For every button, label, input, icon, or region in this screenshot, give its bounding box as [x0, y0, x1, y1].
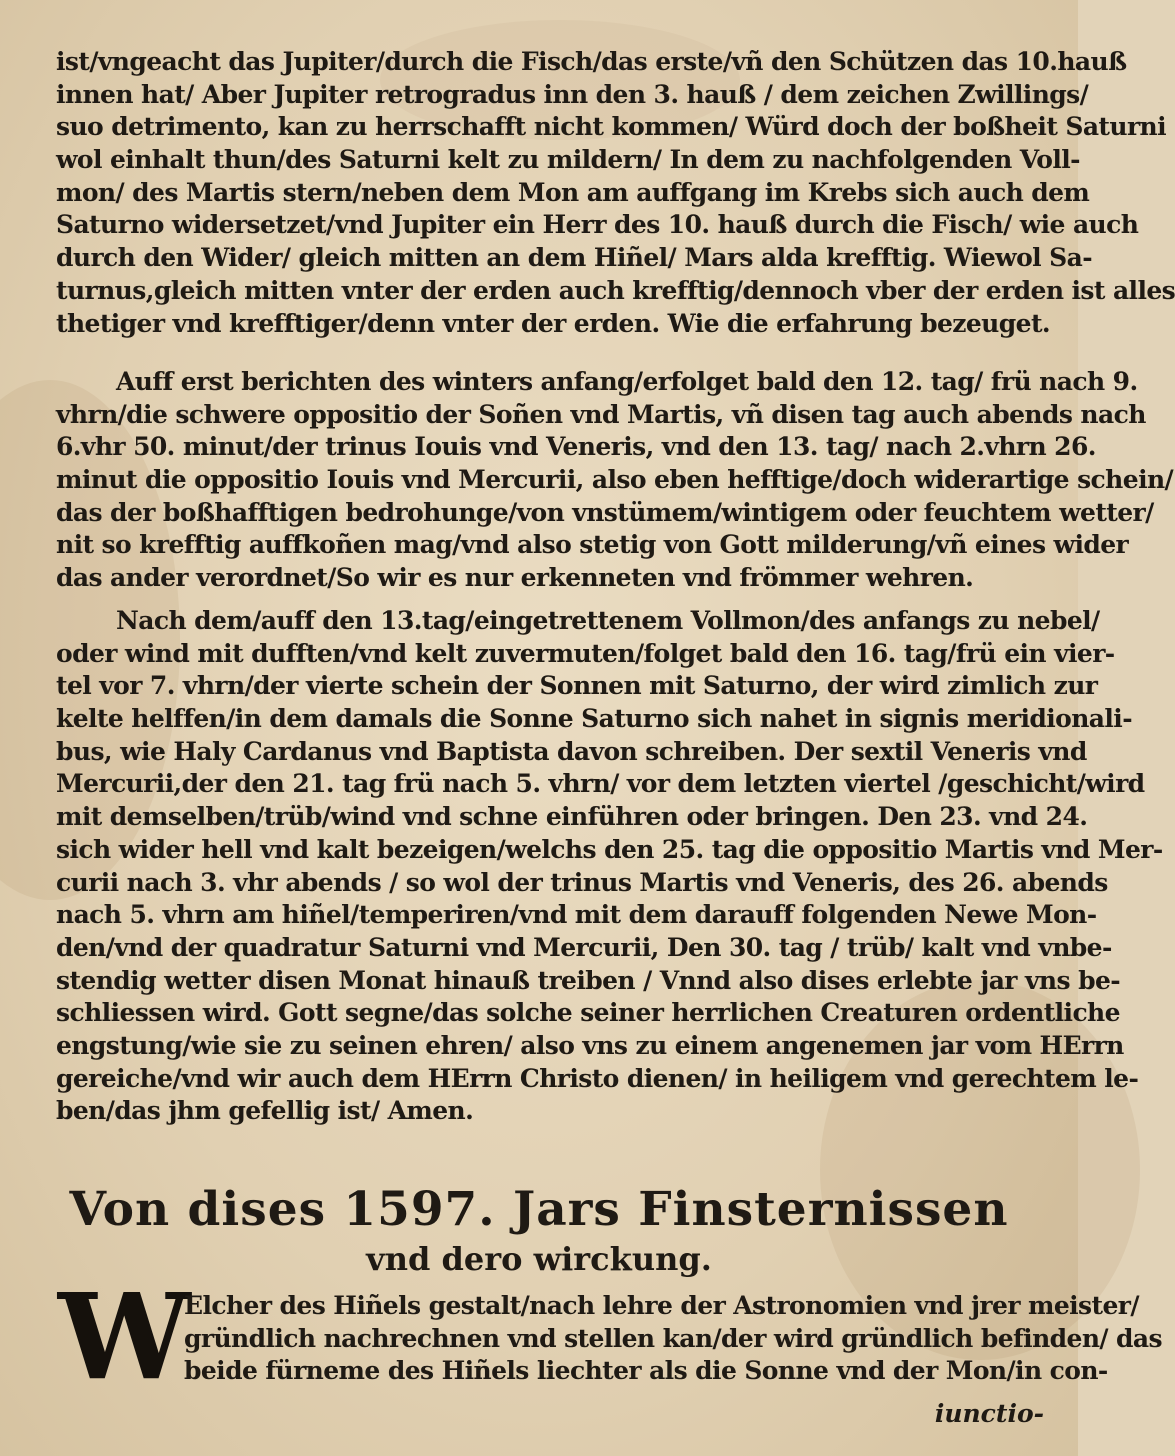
text-line: sich wider hell vnd kalt bezeigen/welchs den 25. tag die oppositio Martis vnd Mer-	[56, 834, 1163, 864]
text-line: kelte helffen/in dem damals die Sonne Saturno sich nahet in signis meridionali-	[56, 704, 1132, 734]
text-line: Nach dem/auff den 13.tag/eingetrettenem Vollmon/des anfangs zu nebel/	[116, 606, 1100, 635]
text-line: oder wind mit dufften/vnd kelt zuvermuten/folget bald den 16. tag/frü ein vier-	[56, 638, 1115, 668]
text-line: mon/ des Martis stern/neben dem Mon am auffgang im Krebs sich auch dem	[56, 177, 1090, 207]
text-line: nit so krefftig auffkoñen mag/vnd also stetig von Gott milderung/vñ eines wider	[56, 530, 1129, 560]
text-line: durch den Wider/ gleich mitten an dem Hiñel/ Mars alda krefftig. Wiewol Sa-	[56, 243, 1092, 273]
text-line: curii nach 3. vhr abends / so wol der trinus Martis vnd Veneris, des 26. abends	[56, 867, 1108, 897]
text-line: gründlich nachrechnen vnd stellen kan/der wird gründlich befinden/ das	[184, 1323, 1162, 1353]
section-subheading: vnd dero wirckung.	[366, 1240, 712, 1278]
text-line: bus, wie Haly Cardanus vnd Baptista davon schreiben. Der sextil Veneris vnd	[56, 736, 1087, 766]
text-line: ist/vngeacht das Jupiter/durch die Fisch/das erste/vñ den Schützen das 10.hauß	[56, 47, 1127, 76]
decorated-initial: W	[58, 1267, 191, 1406]
paragraph-1	[56, 46, 1175, 340]
text-line: Auff erst berichten des winters anfang/erfolget bald den 12. tag/ frü nach 9.	[116, 367, 1138, 396]
text-line: das ander verordnet/So wir es nur erkenneten vnd frömmer wehren.	[56, 563, 974, 593]
text-line: Mercurii,der den 21. tag frü nach 5. vhrn/ vor dem letzten viertel /geschicht/wird	[56, 769, 1145, 799]
catchword: iunctio-	[934, 1399, 1044, 1428]
text-line: Saturno widersetzet/vnd Jupiter ein Herr des 10. hauß durch die Fisch/ wie auch	[56, 210, 1139, 240]
text-line: 6.vhr 50. minut/der trinus Iouis vnd Veneris, vnd den 13. tag/ nach 2.vhrn 26.	[56, 432, 1096, 462]
text-line: ben/das jhm gefellig ist/ Amen.	[56, 1096, 474, 1126]
text-line: innen hat/ Aber Jupiter retrogradus inn den 3. hauß / dem zeichen Zwillings/	[56, 79, 1089, 109]
text-line: tel vor 7. vhrn/der vierte schein der Sonnen mit Saturno, der wird zimlich zur	[56, 671, 1098, 701]
text-line: Elcher des Hiñels gestalt/nach lehre der Astronomien vnd jrer meister/	[184, 1291, 1139, 1320]
text-line: wol einhalt thun/des Saturni kelt zu mildern/ In dem zu nachfolgenden Voll-	[56, 145, 1080, 175]
text-line: schliessen wird. Gott segne/das solche seiner herrlichen Creaturen ordentliche	[56, 998, 1120, 1028]
paragraph-3	[56, 605, 1163, 1128]
text-line: engstung/wie sie zu seinen ehren/ also vns zu einem angenemen jar vom HErrn	[56, 1030, 1124, 1060]
text-line: mit demselben/trüb/wind vnd schne einführen oder bringen. Den 23. vnd 24.	[56, 802, 1088, 832]
text-line: den/vnd der quadratur Saturni vnd Mercurii, Den 30. tag / trüb/ kalt vnd vnbe-	[56, 932, 1112, 962]
text-line: suo detrimento, kan zu herrschafft nicht kommen/ Würd doch der boßheit Saturni	[56, 112, 1166, 142]
text-line: beide fürneme des Hiñels liechter als die Sonne vnd der Mon/in con-	[184, 1356, 1108, 1386]
text-line: das der boßhafftigen bedrohunge/von vnstümem/wintigem oder feuchtem wetter/	[56, 497, 1154, 527]
text-line: minut die oppositio Iouis vnd Mercurii, also eben hefftige/doch widerartige schein/	[56, 465, 1174, 495]
text-line: thetiger vnd krefftiger/denn vnter der erden. Wie die erfahrung bezeuget.	[56, 308, 1050, 338]
text-line: vhrn/die schwere oppositio der Soñen vnd Martis, vñ disen tag auch abends nach	[56, 399, 1146, 429]
paragraph-4	[184, 1290, 1162, 1388]
text-line: turnus,gleich mitten vnter der erden auch krefftig/dennoch vber der erden ist alles	[56, 275, 1175, 305]
text-line: gereiche/vnd wir auch dem HErrn Christo dienen/ in heiligem vnd gerechtem le-	[56, 1063, 1139, 1093]
text-line: stendig wetter disen Monat hinauß treiben / Vnnd also dises erlebte jar vns be-	[56, 965, 1121, 995]
section-heading: Von dises 1597. Jars Finsternissen	[69, 1182, 1009, 1237]
text-line: nach 5. vhrn am hiñel/temperiren/vnd mit dem darauff folgenden Newe Mon-	[56, 900, 1097, 930]
paragraph-2	[56, 366, 1174, 595]
